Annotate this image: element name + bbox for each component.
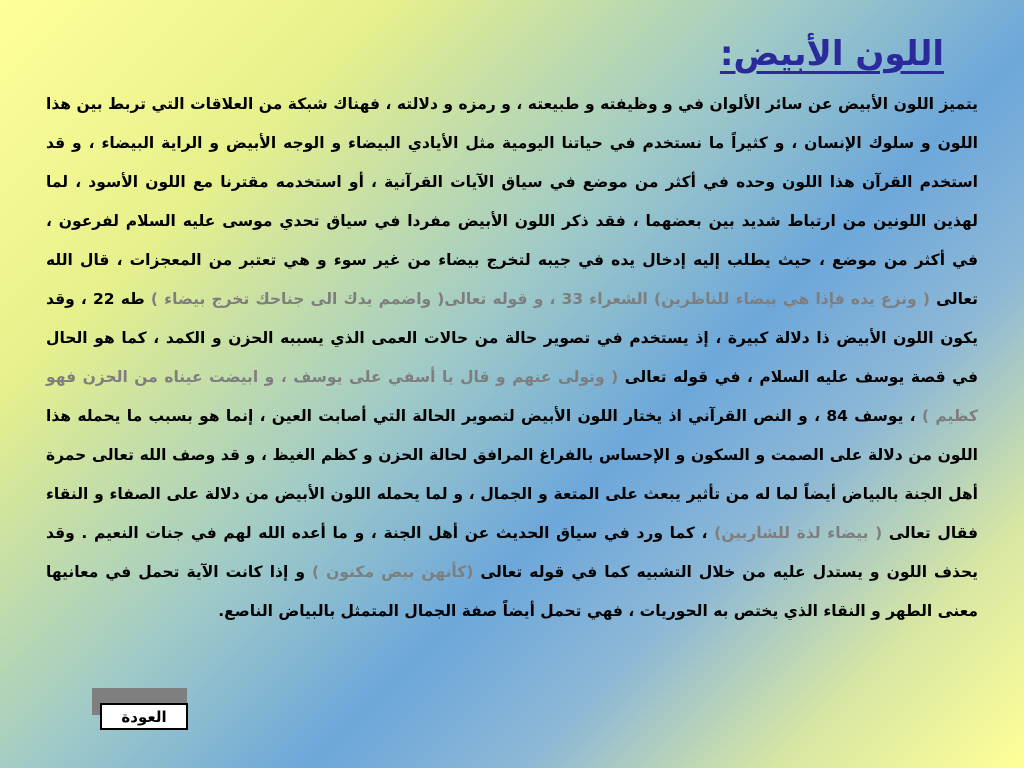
quran-quote: ( بيضاء لذة للشاربين) — [714, 524, 883, 542]
text-segment: ، يوسف 84 ، و النص القرآني اذ يختار اللون الأبيض لتصوير الحالة التي أصابت العين ، إنما هو بسبب ما يحمله هذا اللون من دلالة على الصمت و السكون و الإحساس بالفراغ المرافق لحالة الحزن و كظم الغيظ ، و قد وصف الله تعالى حمرة أهل الجنة بالبياض أيضاً لما له من تأثير يبعث على المتعة و الجمال ، و لما يحمله اللون الأبيض من دلالة على الصفاء و النقاء فقال تعالى — [46, 407, 978, 542]
page-title: اللون الأبيض: — [719, 34, 944, 74]
text-segment: طه 22 ، وقد يكون اللون الأبيض ذا دلالة كبيرة ، إذ يستخدم في تصوير حالة من حالات العمى الذي يسببه الحزن و الكمد ، كما هو الحال في قصة يوسف عليه السلام ، في قوله تعالى — [46, 290, 979, 386]
quran-quote: (كأنهن بيض مكنون ) — [312, 563, 474, 581]
body-paragraph — [46, 85, 978, 631]
text-segment: و إذا كانت الآية تحمل في معانيها معنى الطهر و النقاء الذي يختص به الحوريات ، فهي تحمل أيضاً صفة الجمال المتمثل بالبياض الناصع. — [46, 563, 978, 620]
quran-quote: ( ونزع يده فإذا هي بيضاء للناظرين) الشعراء 33 ، و قوله تعالى( واضمم يدك الى جناحك تخرج بيضاء ) — [150, 290, 930, 308]
text-segment: يتميز اللون الأبيض عن سائر الألوان في و وظيفته و طبيعته ، و رمزه و دلالته ، فهناك شبكة من العلاقات التي تربط بين هذا اللون و سلوك الإنسان ، و كثيراً ما نستخدم في حياتنا اليومية مثل الأيادي البيضاء و الوجه الأبيض و الراية البيضاء ، و قد استخدم القرآن هذا اللون وحده في أكثر من موضع في سياق الآيات القرآنية ، أو استخدمه مقترنا مع اللون الأسود ، لما لهذين اللونين من ارتباط شديد بين بعضهما ، فقد ذكر اللون الأبيض مفردا في سياق تحدي موسى عليه السلام لفرعون ، في أكثر من موضع ، حيث يطلب إليه إدخال يده في جيبه لتخرج بيضاء من غير سوء و هي تعتبر من المعجزات ، قال الله تعالى — [46, 95, 978, 308]
back-button-group — [92, 688, 192, 734]
back-button[interactable]: العودة — [100, 703, 188, 730]
text-segment: ، كما ورد في سياق الحديث عن أهل الجنة ، و ما أعده الله لهم في جنات النعيم . وقد يحذف اللون و يستدل عليه من خلال التشبيه كما في قوله تعالى — [46, 524, 978, 581]
quran-quote: ( وتولى عنهم و قال يا أسفي على يوسف ، و ابيضت عيناه من الحزن فهو كظيم ) — [46, 368, 978, 425]
